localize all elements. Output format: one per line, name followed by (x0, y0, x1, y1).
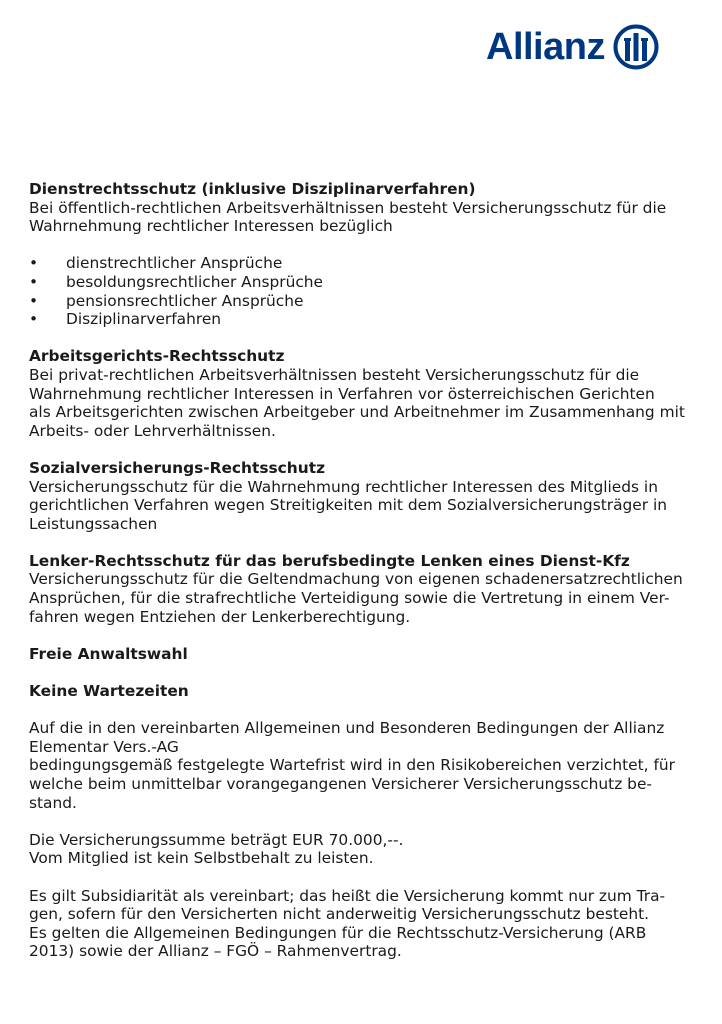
paragraph-line: fahren wegen Entziehen der Lenkerberechtigung. (29, 607, 411, 626)
paragraph-line: welche beim unmittelbar vorangegangenen Versicherer Versicherungsschutz be- (29, 775, 652, 793)
section-subsidiaritaet (29, 887, 699, 961)
list-item: • besoldungsrechtlicher Ansprüche (29, 273, 699, 292)
section-heading: Sozialversicherungs-Rechtsschutz (29, 458, 326, 477)
paragraph-line: Arbeits- oder Lehrverhältnissen. (29, 421, 276, 440)
paragraph-line: Vom Mitglied ist kein Selbstbehalt zu leisten. (29, 849, 374, 868)
paragraph-line: Es gelten die Allgemeinen Bedingungen für die Rechtsschutz-Versicherung (ARB (29, 923, 647, 942)
paragraph-line: Ansprüchen, für die strafrechtliche Verteidigung sowie die Vertretung in einem Ver- (29, 589, 670, 608)
allianz-logo (486, 22, 676, 72)
paragraph-line: Auf die in den vereinbarten Allgemeinen und Besonderen Bedingungen der Allianz (29, 719, 665, 738)
paragraph-line: stand. (29, 793, 77, 812)
paragraph-line: Wahrnehmung rechtlicher Interessen in Verfahren vor österreichischen Gerichten (29, 384, 655, 403)
section-versicherungssumme (29, 831, 699, 868)
list-item: • Disziplinarverfahren (29, 310, 699, 329)
paragraph-line: Es gilt Subsidiarität als vereinbart; das heißt die Versicherung kommt nur zum Tra- (29, 886, 666, 905)
paragraph-line: Bei privat-rechtlichen Arbeitsverhältnissen besteht Versicherungsschutz für die (29, 365, 640, 384)
section-heading: Lenker-Rechtsschutz für das berufsbedingte Lenken eines Dienst-Kfz (29, 551, 630, 570)
paragraph-line: Die Versicherungssumme beträgt EUR 70.000,--. (29, 830, 404, 849)
allianz-logo-text: Allianz (486, 26, 605, 68)
paragraph-line: Leistungssachen (29, 514, 158, 533)
paragraph-line: 2013) sowie der Allianz – FGÖ – Rahmenvertrag. (29, 942, 402, 961)
section-sozialversicherungs-rechtsschutz (29, 459, 699, 533)
section-freie-anwaltswahl (29, 645, 699, 664)
paragraph-line: Elementar Vers.-AG (29, 737, 179, 756)
section-heading: Freie Anwaltswahl (29, 644, 188, 663)
section-heading: Arbeitsgerichts-Rechtsschutz (29, 347, 285, 366)
paragraph-line: gerichtlichen Verfahren wegen Streitigkeiten mit dem Sozialversicherungsträger in (29, 496, 667, 515)
paragraph-line: bedingungsgemäß festgelegte Wartefrist wird in den Risikobereichen verzichtet, für (29, 756, 675, 775)
list-item: • pensionsrechtlicher Ansprüche (29, 292, 699, 311)
bullet-list (29, 254, 699, 328)
list-item: • dienstrechtlicher Ansprüche (29, 254, 699, 273)
section-heading: Keine Wartezeiten (29, 682, 189, 701)
paragraph-line: als Arbeitsgerichten zwischen Arbeitgeber und Arbeitnehmer im Zusammenhang mit (29, 403, 685, 422)
section-heading: Dienstrechtsschutz (inklusive Disziplinarverfahren) (29, 180, 476, 198)
paragraph-line: Wahrnehmung rechtlicher Interessen bezüglich (29, 217, 393, 236)
paragraph-line: Versicherungsschutz für die Wahrnehmung rechtlicher Interessen des Mitglieds in (29, 477, 658, 496)
section-arbeitsgerichts-rechtsschutz (29, 347, 699, 440)
allianz-eagle-pillars-icon (613, 24, 659, 70)
paragraph-line: Bei öffentlich-rechtlichen Arbeitsverhältnissen besteht Versicherungsschutz für die (29, 198, 667, 217)
section-keine-wartezeiten (29, 682, 699, 812)
section-lenker-rechtsschutz (29, 552, 699, 626)
paragraph-line: gen, sofern für den Versicherten nicht anderweitig Versicherungsschutz besteht. (29, 905, 650, 924)
document-body (29, 180, 699, 961)
paragraph-line: Versicherungsschutz für die Geltendmachung von eigenen schadenersatzrechtlichen (29, 570, 683, 589)
section-dienstrechtsschutz (29, 180, 699, 329)
